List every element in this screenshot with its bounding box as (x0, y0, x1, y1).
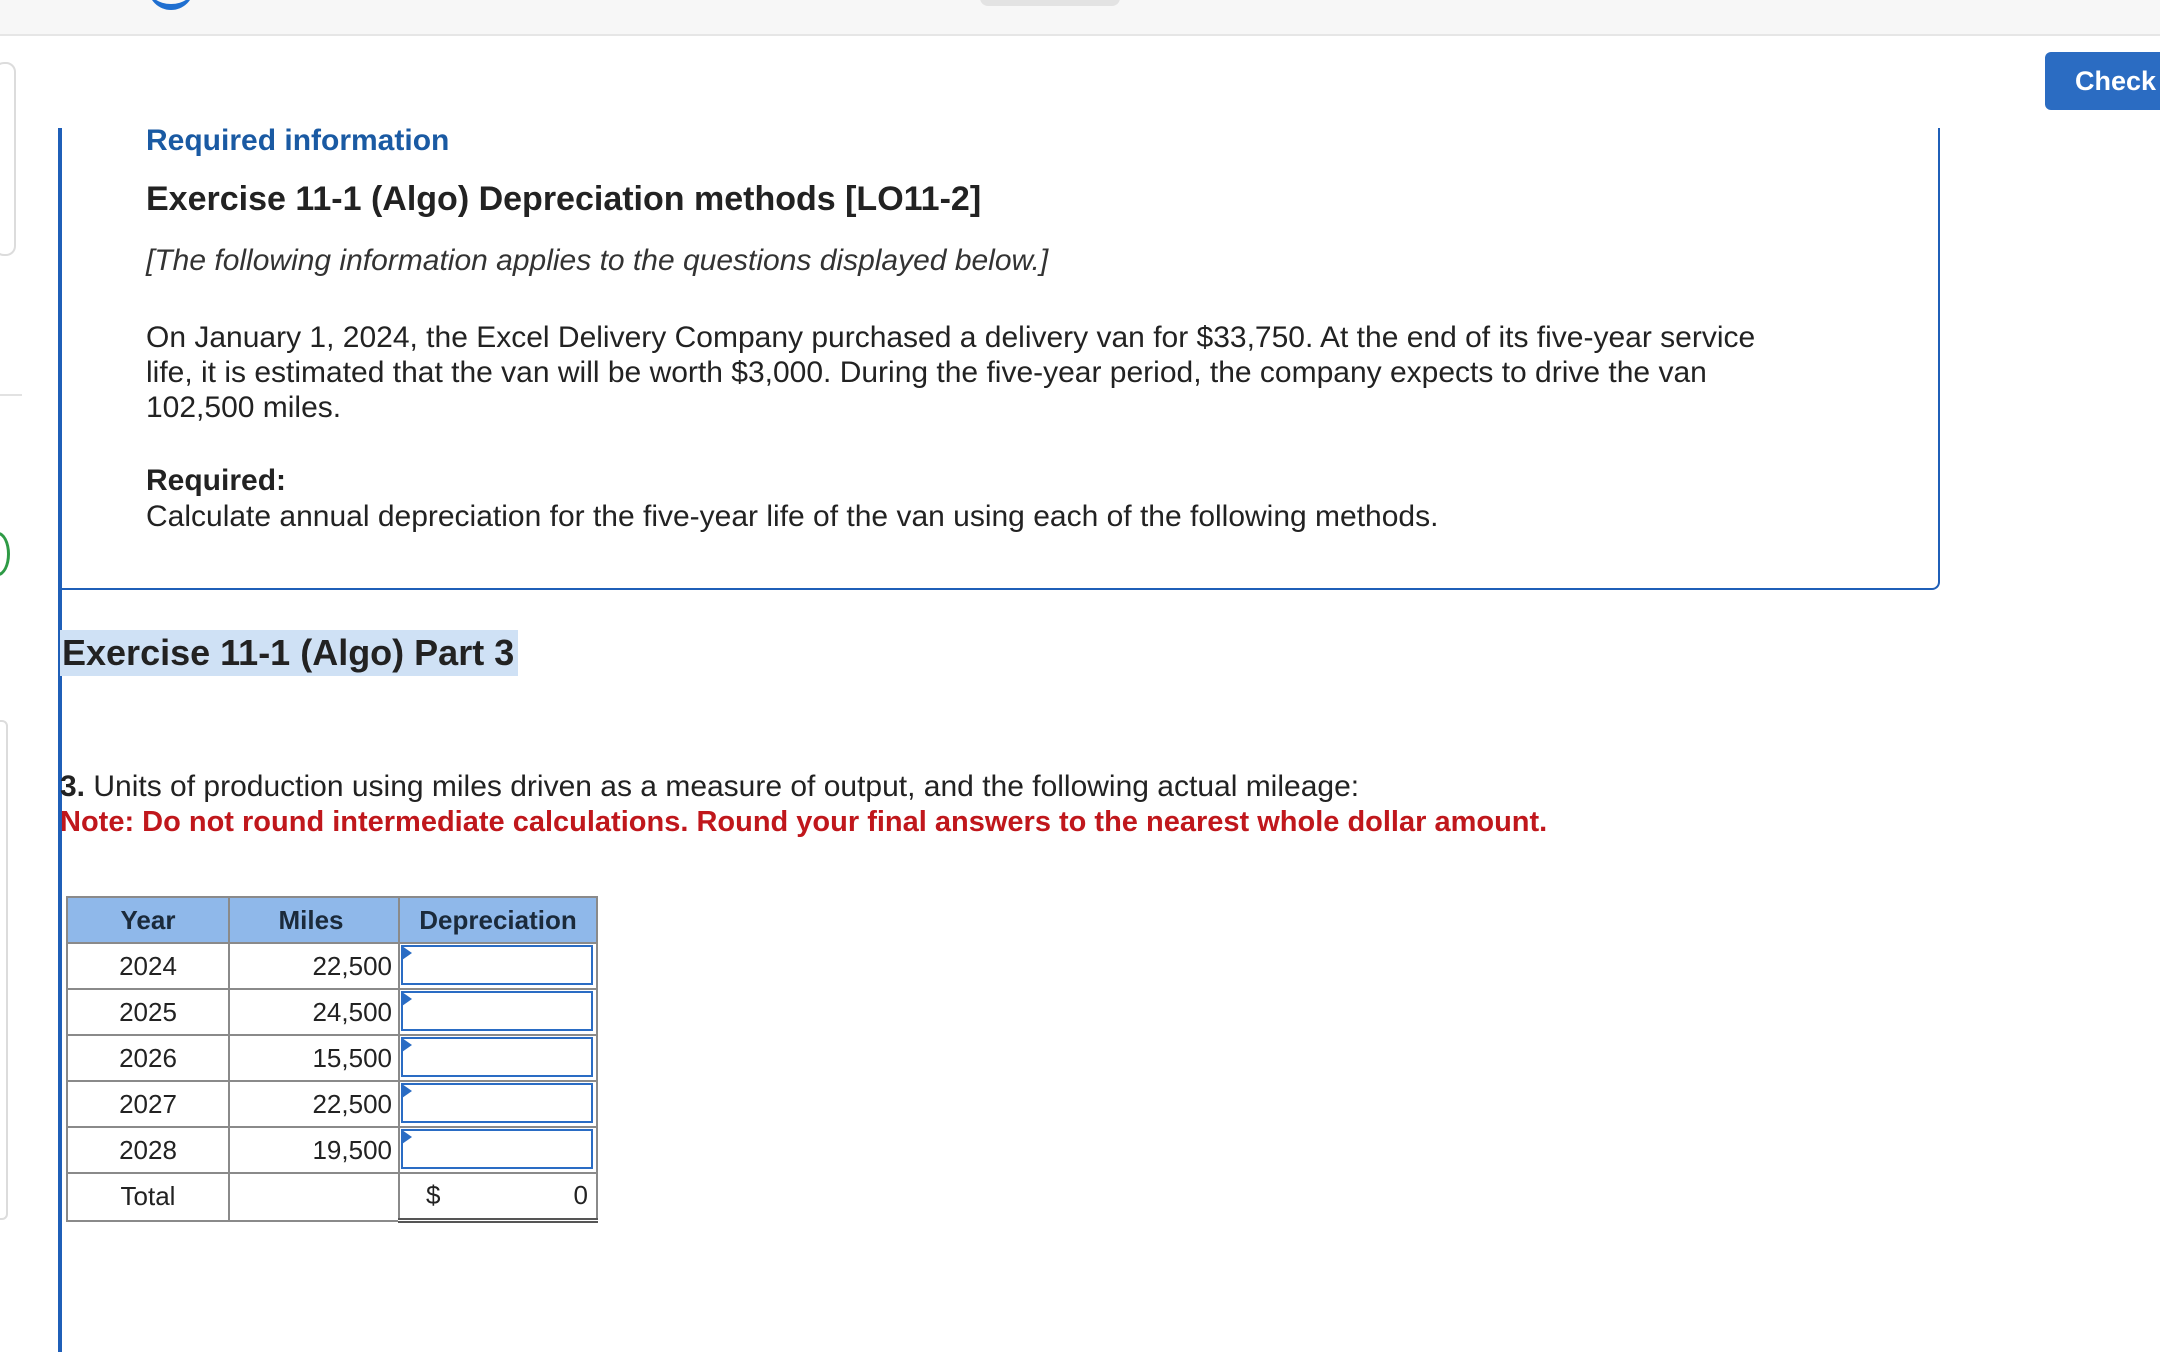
rounding-note: Note: Do not round intermediate calculations. Round your final answers to the nearest whole dollar amount. (60, 806, 1548, 838)
question-number: 3. (60, 770, 86, 803)
currency-symbol: $ (426, 1180, 441, 1210)
total-depreciation-value: 0 (573, 1180, 588, 1210)
total-label: Total (67, 1173, 229, 1221)
miles-cell: 24,500 (229, 989, 399, 1035)
question-text (60, 770, 1359, 804)
year-cell: 2025 (67, 989, 229, 1035)
miles-cell: 19,500 (229, 1127, 399, 1173)
top-toolbar (0, 0, 2160, 36)
table-row (67, 989, 597, 1035)
depreciation-input-2028[interactable] (401, 1129, 593, 1169)
scenario-text (146, 320, 1866, 425)
left-rail-nav[interactable] (0, 720, 8, 1220)
progress-arc-icon (148, 0, 194, 10)
depreciation-cell (399, 943, 597, 989)
left-rail-panel[interactable] (0, 62, 16, 256)
miles-cell: 22,500 (229, 1081, 399, 1127)
miles-cell: 15,500 (229, 1035, 399, 1081)
header-year: Year (67, 897, 229, 943)
required-label: Required: (146, 464, 287, 497)
part-heading: Exercise 11-1 (Algo) Part 3 (60, 630, 518, 676)
input-flag-icon (402, 992, 412, 1006)
total-miles-cell (229, 1173, 399, 1221)
depreciation-input-2027[interactable] (401, 1083, 593, 1123)
depreciation-input-2024[interactable] (401, 945, 593, 985)
table-row (67, 1127, 597, 1173)
depreciation-input-2025[interactable] (401, 991, 593, 1031)
table-row (67, 1035, 597, 1081)
required-info-heading: Required information (146, 124, 450, 157)
year-cell: 2027 (67, 1081, 229, 1127)
input-flag-icon (402, 1130, 412, 1144)
total-depreciation-cell (399, 1173, 597, 1221)
scenario-line: On January 1, 2024, the Excel Delivery Company purchased a delivery van for $33,750. At the end of its five-year service (146, 321, 1756, 354)
total-row (67, 1173, 597, 1221)
input-flag-icon (402, 1038, 412, 1052)
input-flag-icon (402, 946, 412, 960)
check-button[interactable]: Check (2045, 52, 2160, 110)
depreciation-input-2026[interactable] (401, 1037, 593, 1077)
header-miles: Miles (229, 897, 399, 943)
depreciation-cell (399, 1081, 597, 1127)
question-body: Units of production using miles driven as a measure of output, and the following actual mileage: (93, 770, 1360, 803)
table-row (67, 943, 597, 989)
input-flag-icon (402, 1084, 412, 1098)
left-rail-status-icon[interactable] (0, 532, 10, 576)
year-cell: 2028 (67, 1127, 229, 1173)
depreciation-table (66, 896, 598, 1223)
depreciation-cell (399, 989, 597, 1035)
intro-note: [The following information applies to the questions displayed below.] (146, 244, 1049, 277)
year-cell: 2026 (67, 1035, 229, 1081)
scenario-line: life, it is estimated that the van will be worth $3,000. During the five-year period, the company expects to drive the van (146, 356, 1707, 389)
miles-cell: 22,500 (229, 943, 399, 989)
toolbar-pill[interactable] (980, 0, 1120, 6)
table-header-row (67, 897, 597, 943)
left-rail-divider (0, 394, 22, 396)
year-cell: 2024 (67, 943, 229, 989)
required-text: Calculate annual depreciation for the five-year life of the van using each of the following methods. (146, 500, 1439, 533)
depreciation-cell (399, 1035, 597, 1081)
header-depreciation: Depreciation (399, 897, 597, 943)
scenario-line: 102,500 miles. (146, 391, 342, 424)
depreciation-cell (399, 1127, 597, 1173)
table-row (67, 1081, 597, 1127)
exercise-title: Exercise 11-1 (Algo) Depreciation methods [LO11-2] (146, 180, 982, 218)
